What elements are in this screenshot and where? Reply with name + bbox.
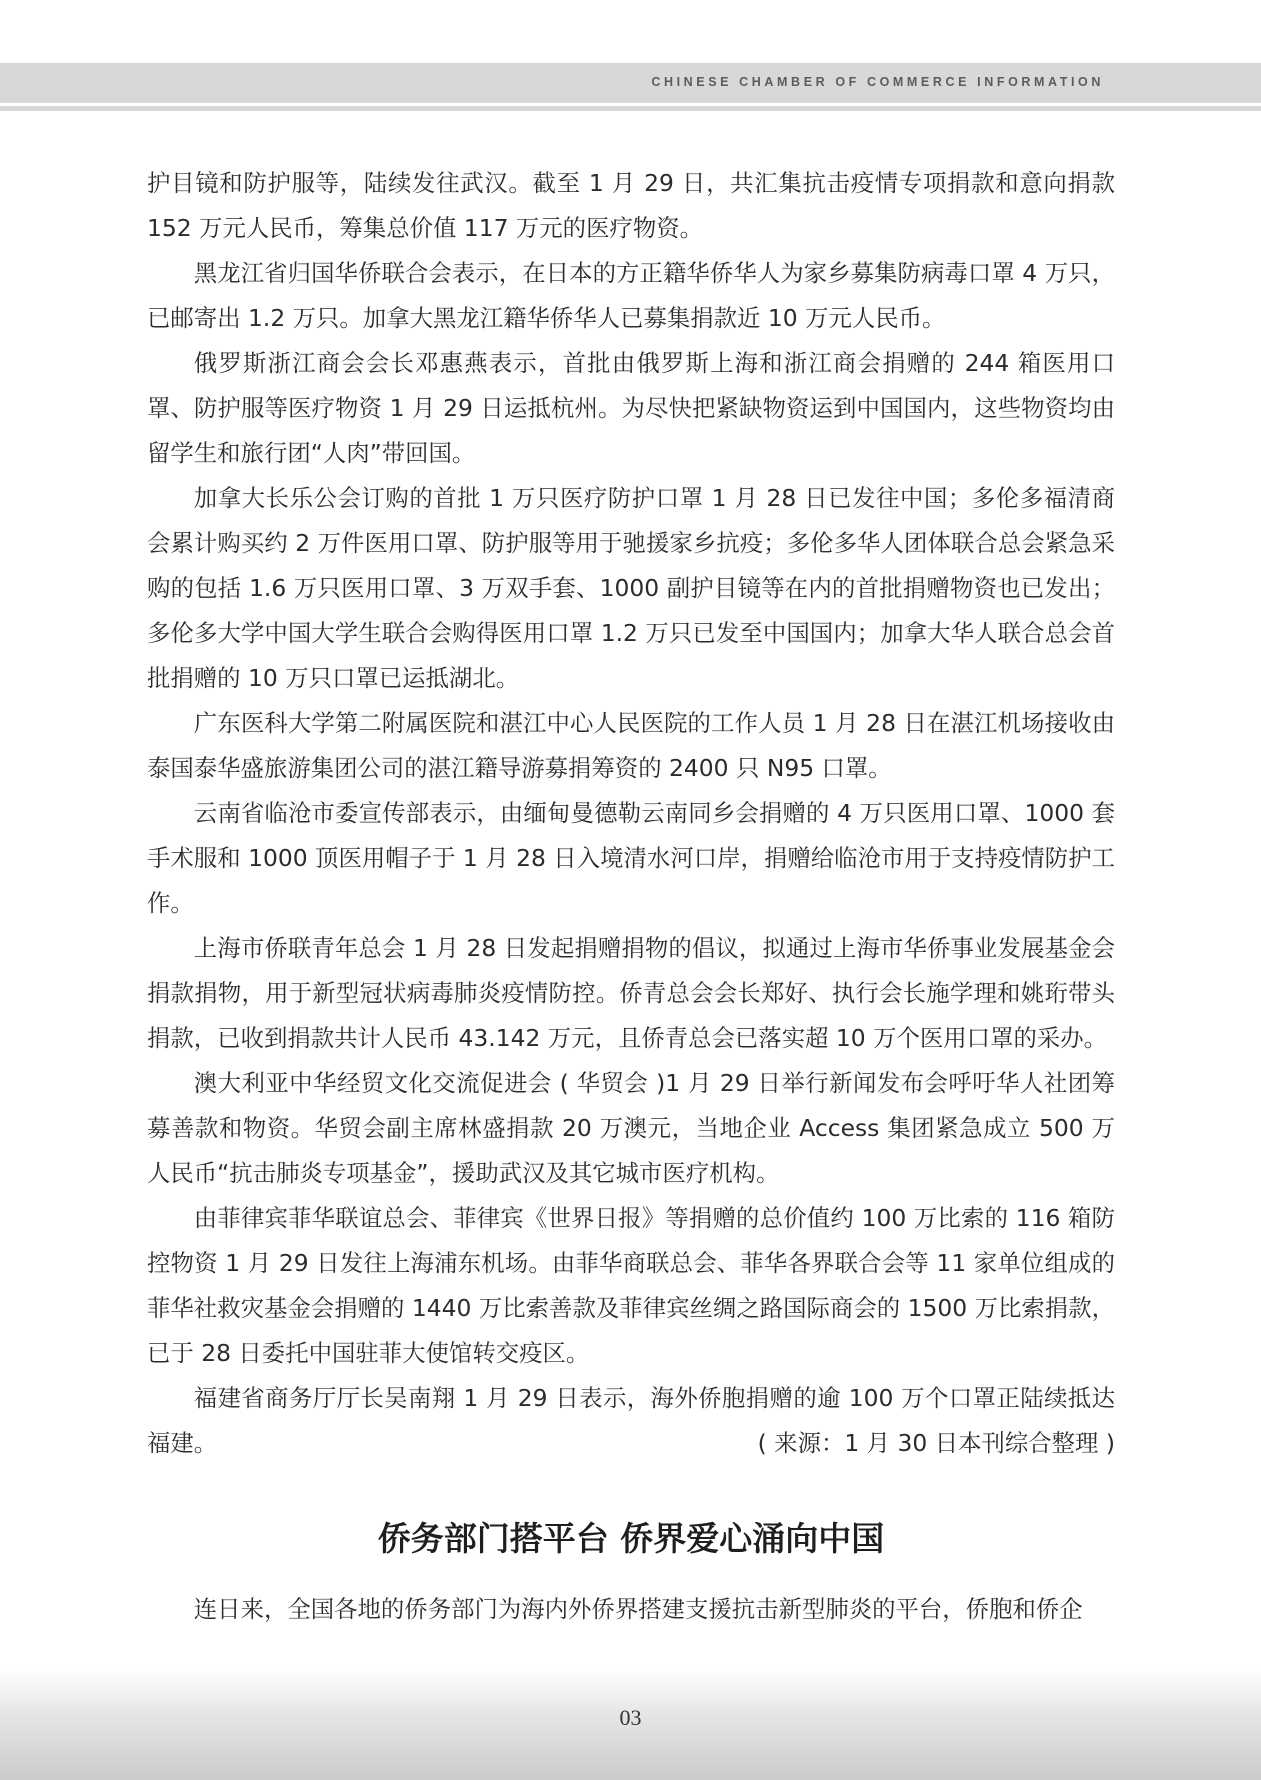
- paragraph-russia-zhejiang: 俄罗斯浙江商会会长邓惠燕表示，首批由俄罗斯上海和浙江商会捐赠的 244 箱医用口罩、防护服等医疗物资 1 月 29 日运抵杭州。为尽快把紧缺物资运到中国国内，这些物资均由留学生和旅行团“人肉”带回国。: [147, 349, 1115, 467]
- page-number: 03: [619, 1705, 642, 1730]
- paragraph-heilongjiang: 黑龙江省归国华侨联合会表示，在日本的方正籍华侨华人为家乡募集防病毒口罩 4 万只，已邮寄出 1.2 万只。加拿大黑龙江籍华侨华人已募集捐款近 10 万元人民币。: [147, 259, 1115, 332]
- running-title: CHINESE CHAMBER OF COMMERCE INFORMATION: [651, 75, 1104, 89]
- paragraph-australia: 澳大利亚中华经贸文化交流促进会 ( 华贸会 )1 月 29 日举行新闻发布会呼吁华人社团筹募善款和物资。华贸会副主席林盛捐款 20 万澳元，当地企业 Access 集团紧急成立 500 万人民币“抗击肺炎专项基金”，援助武汉及其它城市医疗机构。: [147, 1069, 1115, 1187]
- source-note: ( 来源：1 月 30 日本刊综合整理 ): [757, 1429, 1115, 1457]
- header-rule: [0, 106, 1261, 111]
- section-heading: 侨务部门搭平台 侨界爱心涌向中国: [377, 1519, 885, 1558]
- article-body: [147, 161, 1115, 1632]
- paragraph-philippines: 由菲律宾菲华联谊总会、菲律宾《世界日报》等捐赠的总价值约 100 万比索的 116 箱防控物资 1 月 29 日发往上海浦东机场。由菲华商联总会、菲华各界联合会等 11 家单位组成的菲华社救灾基金会捐赠的 1440 万比索善款及菲律宾丝绸之路国际商会的 1500 万比索捐款，已于 28 日委托中国驻菲大使馆转交疫区。: [147, 1204, 1115, 1367]
- lead-continuation: 护目镜和防护服等，陆续发往武汉。截至 1 月 29 日，共汇集抗击疫情专项捐款和意向捐款 152 万元人民币，筹集总价值 117 万元的医疗物资。: [147, 169, 1115, 242]
- paragraph-fujian: 福建省商务厅厅长吴南翔 1 月 29 日表示，海外侨胞捐赠的逾 100 万个口罩正陆续抵达福建。: [147, 1384, 1115, 1457]
- section-first-paragraph: 连日来，全国各地的侨务部门为海内外侨界搭建支援抗击新型肺炎的平台，侨胞和侨企: [193, 1595, 1083, 1623]
- paragraph-yunnan: 云南省临沧市委宣传部表示，由缅甸曼德勒云南同乡会捐赠的 4 万只医用口罩、1000 套手术服和 1000 顶医用帽子于 1 月 28 日入境清水河口岸，捐赠给临沧市用于支持疫情防护工作。: [147, 799, 1115, 917]
- paragraph-guangdong: 广东医科大学第二附属医院和湛江中心人民医院的工作人员 1 月 28 日在湛江机场接收由泰国泰华盛旅游集团公司的湛江籍导游募捐筹资的 2400 只 N95 口罩。: [147, 709, 1115, 782]
- paragraph-shanghai: 上海市侨联青年总会 1 月 28 日发起捐赠捐物的倡议，拟通过上海市华侨事业发展基金会捐款捐物，用于新型冠状病毒肺炎疫情防控。侨青总会会长郑好、执行会长施学理和姚珩带头捐款，已收到捐款共计人民币 43.142 万元，且侨青总会已落实超 10 万个医用口罩的采办。: [147, 934, 1115, 1052]
- paragraph-canada: 加拿大长乐公会订购的首批 1 万只医疗防护口罩 1 月 28 日已发往中国；多伦多福清商会累计购买约 2 万件医用口罩、防护服等用于驰援家乡抗疫；多伦多华人团体联合总会紧急采购的包括 1.6 万只医用口罩、3 万双手套、1000 副护目镜等在内的首批捐赠物资也已发出；多伦多大学中国大学生联合会购得医用口罩 1.2 万只已发至中国国内；加拿大华人联合总会首批捐赠的 10 万只口罩已运抵湖北。: [147, 484, 1115, 692]
